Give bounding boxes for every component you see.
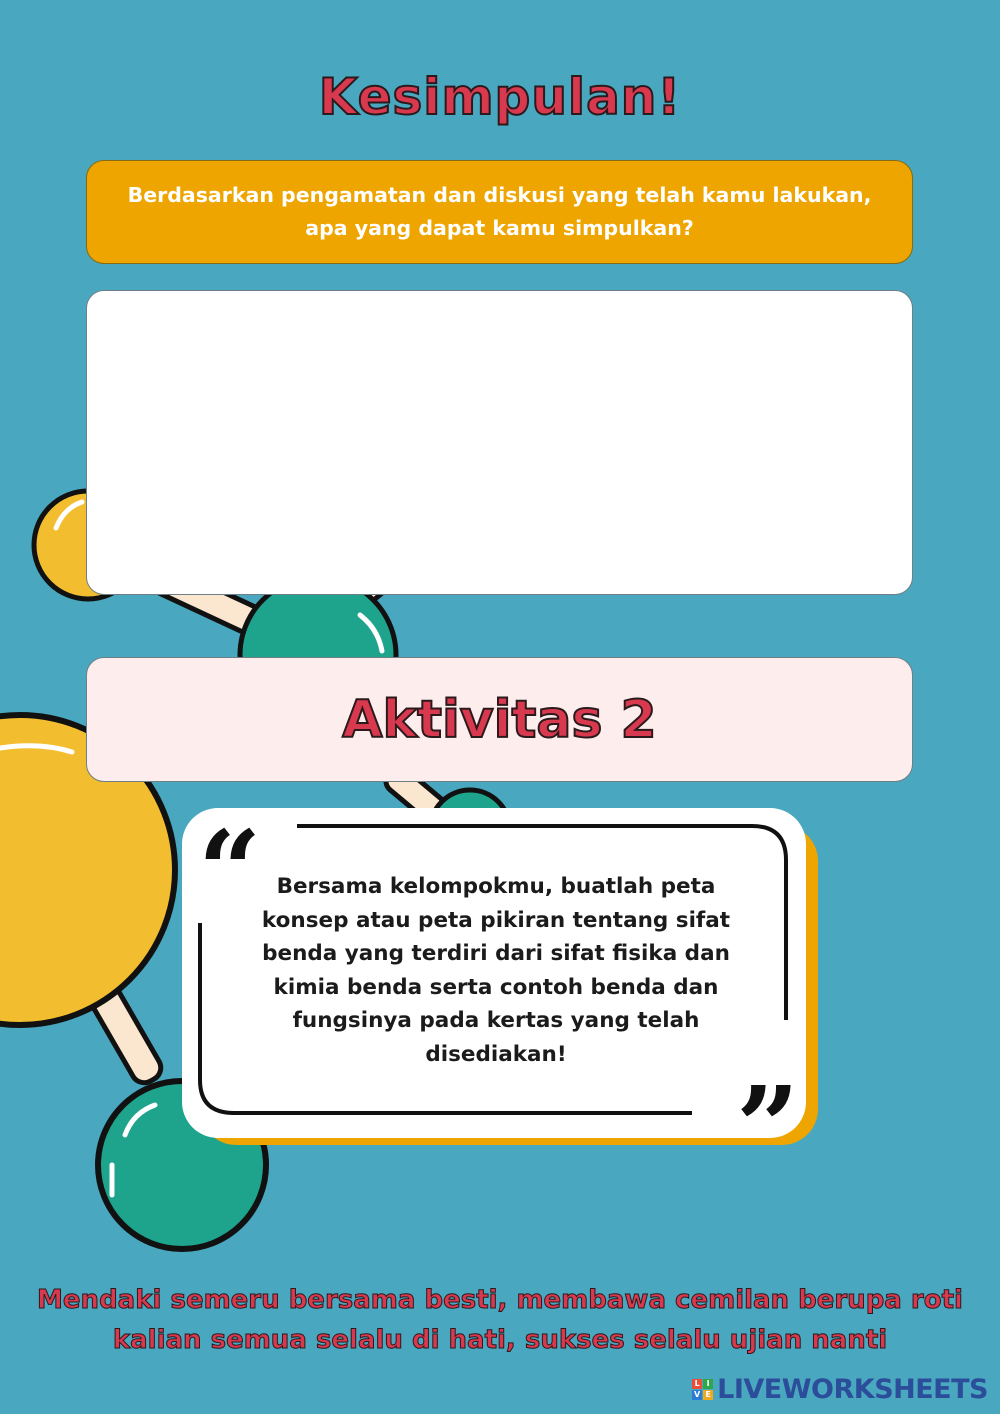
answer-input[interactable] [86,290,913,595]
footer-rhyme [0,1280,1000,1360]
activity-banner [86,657,913,782]
instruction-text [255,870,737,1072]
instruction-line: benda yang terdiri dari sifat fisika dan [262,941,730,967]
page-title: Kesimpulan! [318,68,682,126]
footer-line: kalian semua selalu di hati, sukses selalu ujian nanti [112,1325,888,1355]
question-text: Berdasarkan pengamatan dan diskusi yang telah kamu lakukan, apa yang dapat kamu simpulkan? [127,183,872,240]
instruction-line: konsep atau peta pikiran tentang sifat [261,907,731,933]
instruction-line: disediakan! [425,1041,567,1067]
question-box [86,160,913,264]
instruction-line: kimia benda serta contoh benda dan [273,974,719,1000]
close-quote-icon: ” [736,1062,800,1191]
instruction-line: Bersama kelompokmu, buatlah peta [276,874,716,899]
liveworksheets-brand[interactable] [692,1374,988,1405]
activity-title: Aktivitas 2 [342,689,657,750]
instruction-line: fungsinya pada kertas yang telah [292,1008,700,1034]
brand-name: LIVEWORKSHEETS [717,1374,988,1405]
open-quote-icon: “ [198,806,262,935]
liveworksheets-logo-icon: L I V E [692,1379,713,1400]
footer-line: Mendaki semeru bersama besti, membawa cemilan berupa roti [37,1285,963,1315]
